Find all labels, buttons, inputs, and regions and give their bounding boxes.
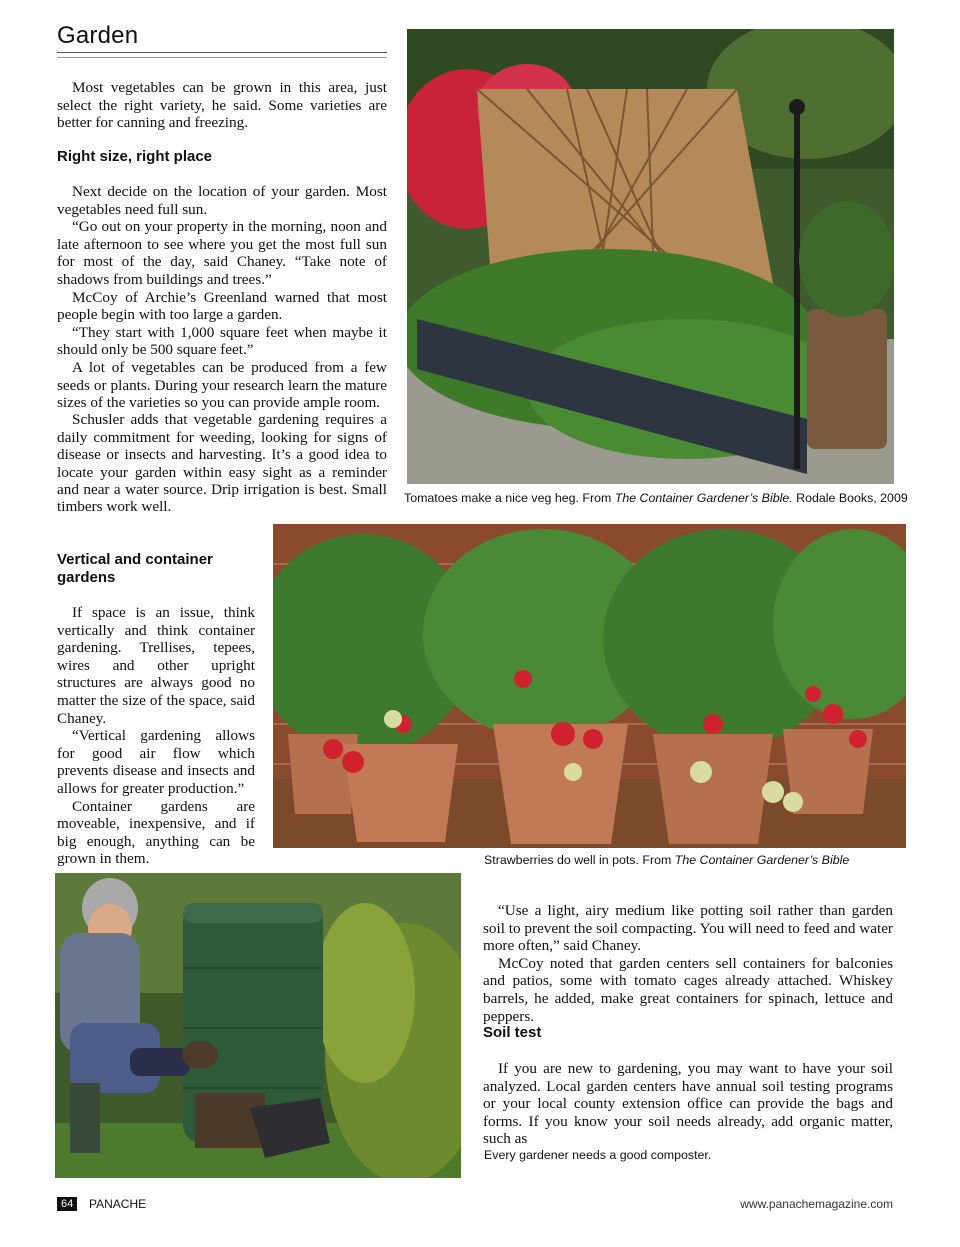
caption-strawberry xyxy=(484,853,849,867)
article-body-3 xyxy=(57,604,255,868)
paragraph: McCoy of Archie’s Greenland warned that most people begin with too large a garden. xyxy=(57,288,387,324)
title-rule xyxy=(57,52,387,53)
strawberry-pots-photo xyxy=(273,524,906,848)
caption-tomato xyxy=(404,491,908,505)
paragraph: “They start with 1,000 square feet when maybe it should only be 500 square feet.” xyxy=(57,323,387,359)
heading-vertical: Vertical and container gardens xyxy=(57,551,213,586)
section-title: Garden xyxy=(57,22,139,49)
heading-soil-test: Soil test xyxy=(483,1024,542,1041)
article-body-4 xyxy=(483,902,893,1025)
caption-text: Tomatoes make a nice veg heg. From xyxy=(404,491,615,505)
caption-text: Strawberries do well in pots. From xyxy=(484,853,675,867)
composter-photo xyxy=(55,873,461,1178)
magazine-url[interactable]: www.panachemagazine.com xyxy=(740,1197,893,1211)
paragraph: “Vertical gardening allows for good air flow which prevents disease and insects and allows for greater production.” xyxy=(57,727,255,797)
article-body-5 xyxy=(483,1060,893,1148)
paragraph: “Go out on your property in the morning, noon and late afternoon to see where you get the most full sun for most of the day, said Chaney. “Take note of shadows from buildings and trees.” xyxy=(57,218,387,288)
title-rule-thin xyxy=(57,57,387,58)
paragraph: Container gardens are moveable, inexpensive, and if big enough, anything can be grown in them. xyxy=(57,797,255,868)
magazine-name: PANACHE xyxy=(89,1197,147,1211)
page-number: 64 xyxy=(57,1197,77,1211)
paragraph: If you are new to gardening, you may want to have your soil analyzed. Local garden centers have annual soil testing programs or your local county extension office can provide the bags and forms. If you know your soil needs already, add organic matter, such as xyxy=(483,1060,893,1148)
paragraph: A lot of vegetables can be produced from a few seeds or plants. During your research learn the mature sizes of the varieties so you can provide ample room. xyxy=(57,358,387,412)
heading-right-size: Right size, right place xyxy=(57,148,213,165)
caption-book-title: The Container Gardener’s Bible xyxy=(674,853,850,867)
caption-text: Rodale Books, 2009 xyxy=(792,491,908,505)
paragraph: If space is an issue, think vertically and think container gardening. Trellises, tepees, wires and other upright structures are always good no matter the size of the space, said Chaney. xyxy=(57,604,255,727)
paragraph: “Use a light, airy medium like potting soil rather than garden soil to prevent the soil compacting. You will need to feed and water more often,” said Chaney. xyxy=(483,902,893,955)
paragraph: Schusler adds that vegetable gardening requires a daily commitment for weeding, looking for signs of disease or insects and harvesting. It’s a good idea to locate your garden within easy sight as a reminder and near a water source. Drip irrigation is best. Small xyxy=(57,411,387,499)
caption-book-title: The Container Gardener’s Bible. xyxy=(614,491,793,505)
tomato-trellis-photo xyxy=(407,29,894,484)
article-body-1 xyxy=(57,183,387,412)
paragraph: McCoy noted that garden centers sell containers for balconies and patios, some with tomato cages already attached. Whiskey barrels, he added, make great containers for spinach, lettuce and peppers. xyxy=(483,954,893,1025)
paragraph: Next decide on the location of your garden. Most vegetables need full sun. xyxy=(57,183,387,218)
intro-paragraph: Most vegetables can be grown in this area, just select the right variety, he said. Some varieties are better for canning and freezing. xyxy=(57,79,387,132)
article-body-2 xyxy=(57,411,387,499)
caption-composter: Every gardener needs a good composter. xyxy=(484,1148,712,1162)
paragraph-cont: timbers work well. xyxy=(57,498,172,515)
intro-text xyxy=(57,79,387,132)
article-body-2b xyxy=(57,498,255,516)
